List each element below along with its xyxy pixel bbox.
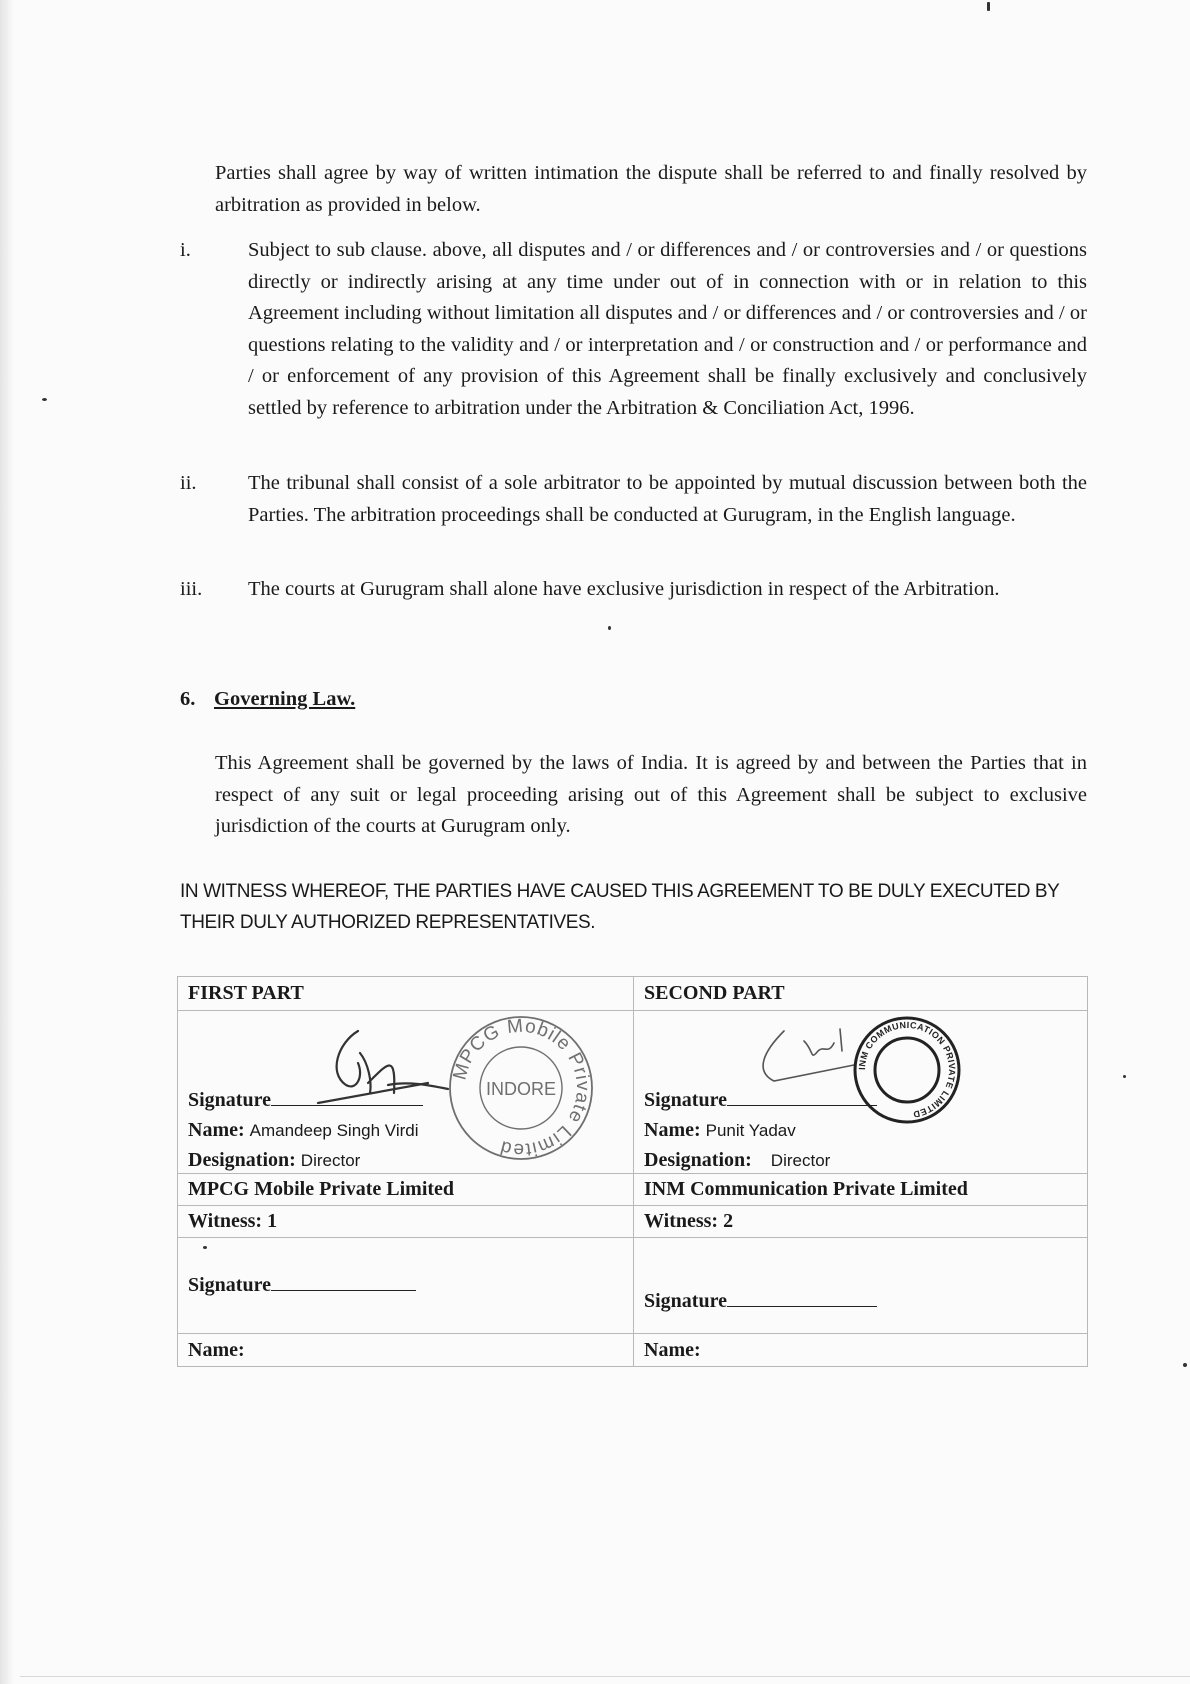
- first-company-name: MPCG Mobile Private Limited: [178, 1174, 634, 1206]
- clause-number: i.: [180, 239, 191, 261]
- first-name-value: Amandeep Singh Virdi: [249, 1121, 419, 1140]
- scan-speck: [203, 1246, 207, 1249]
- second-company-name: INM Communication Private Limited: [634, 1174, 1088, 1206]
- clause-text: The tribunal shall consist of a sole arbitrator to be appointed by mutual discussion between both the Parties. The arbitration proceedings shall be conducted at Gurugram, in the English language.: [248, 472, 1087, 526]
- clause-text: The courts at Gurugram shall alone have exclusive jurisdiction in respect of the Arbitration.: [248, 578, 1000, 600]
- svg-text:INM COMMUNICATION PRIVATE LIMI: INM COMMUNICATION PRIVATE LIMITED: [856, 1019, 958, 1120]
- scan-speck: [42, 398, 47, 401]
- second-signature-line: Signature: [644, 1089, 877, 1112]
- scan-speck: [608, 626, 611, 630]
- scan-edge-shadow: [0, 0, 14, 1684]
- witness-1-name-label: Name:: [178, 1334, 634, 1367]
- witness-2-label: Witness: 2: [634, 1206, 1088, 1238]
- witness-2-signature-line: Signature: [644, 1290, 877, 1313]
- first-part-header: FIRST PART: [178, 977, 634, 1011]
- section-6-heading: [180, 684, 355, 716]
- witness-clause: IN WITNESS WHEREOF, THE PARTIES HAVE CAUSED THIS AGREEMENT TO BE DULY EXECUTED BY THEIR DULY AUTHORIZED REPRESENTATIVES.: [180, 881, 1060, 933]
- clause-number: ii.: [180, 472, 197, 494]
- first-designation-line: Designation: Director: [188, 1149, 361, 1171]
- second-name-value: Punit Yadav: [705, 1121, 796, 1140]
- second-party-signature-cell: [634, 1011, 1088, 1174]
- second-designation-line: Designation: Director: [644, 1149, 831, 1171]
- second-part-header: SECOND PART: [634, 977, 1088, 1011]
- signature-scribble-icon: [744, 1021, 874, 1091]
- first-signature-line: Signature: [188, 1089, 423, 1112]
- first-designation-value: Director: [300, 1151, 361, 1170]
- second-name-line: Name: Punit Yadav: [644, 1119, 796, 1141]
- scan-speck: [1183, 1363, 1187, 1367]
- first-name-line: Name: Amandeep Singh Virdi: [188, 1119, 419, 1141]
- scan-speck: [987, 2, 990, 11]
- section-title: Governing Law.: [214, 688, 356, 710]
- second-designation-value: Director: [770, 1151, 831, 1170]
- section-number: 6.: [180, 688, 196, 710]
- witness-1-signature-cell: [178, 1238, 634, 1334]
- svg-text:INDORE: INDORE: [485, 1079, 557, 1099]
- svg-text:MPCG Mobile Private Limited: MPCG Mobile Private Limited: [449, 1015, 594, 1161]
- clause-number: iii.: [180, 578, 203, 600]
- first-party-signature-cell: [178, 1011, 634, 1174]
- scan-bottom-edge: [20, 1676, 1190, 1677]
- clause-text: Subject to sub clause. above, all disputes and / or differences and / or controversies and / or questions directly or indirectly arising at any time under out of in connection with or in relation to this Agreement including without limitation all disputes and / or differences and / or controversies and / or questions relating to the validity and / or interpretation and / or construction and / or performance and / or enforcement of any provision of this Agreement shall be finally exclusively and conclusively settled by reference to arbitration under the Arbitration & Conciliation Act, 1996.: [248, 239, 1087, 419]
- arbitration-intro: Parties shall agree by way of written intimation the dispute shall be referred to and finally resolved by arbitration as provided in below.: [215, 162, 1087, 216]
- witness-1-label: Witness: 1: [178, 1206, 634, 1238]
- company-stamp-icon: [446, 1013, 596, 1163]
- scan-speck: [1123, 1075, 1126, 1078]
- signature-table: [177, 976, 1088, 1367]
- witness-2-name-label: Name:: [634, 1334, 1088, 1367]
- witness-1-signature-line: Signature: [188, 1274, 416, 1297]
- governing-law-text: This Agreement shall be governed by the laws of India. It is agreed by and between the Parties that in respect of any suit or legal proceeding arising out of this Agreement shall be subject to exclusive jurisdiction of the courts at Gurugram only.: [215, 752, 1087, 837]
- witness-2-signature-cell: [634, 1238, 1088, 1334]
